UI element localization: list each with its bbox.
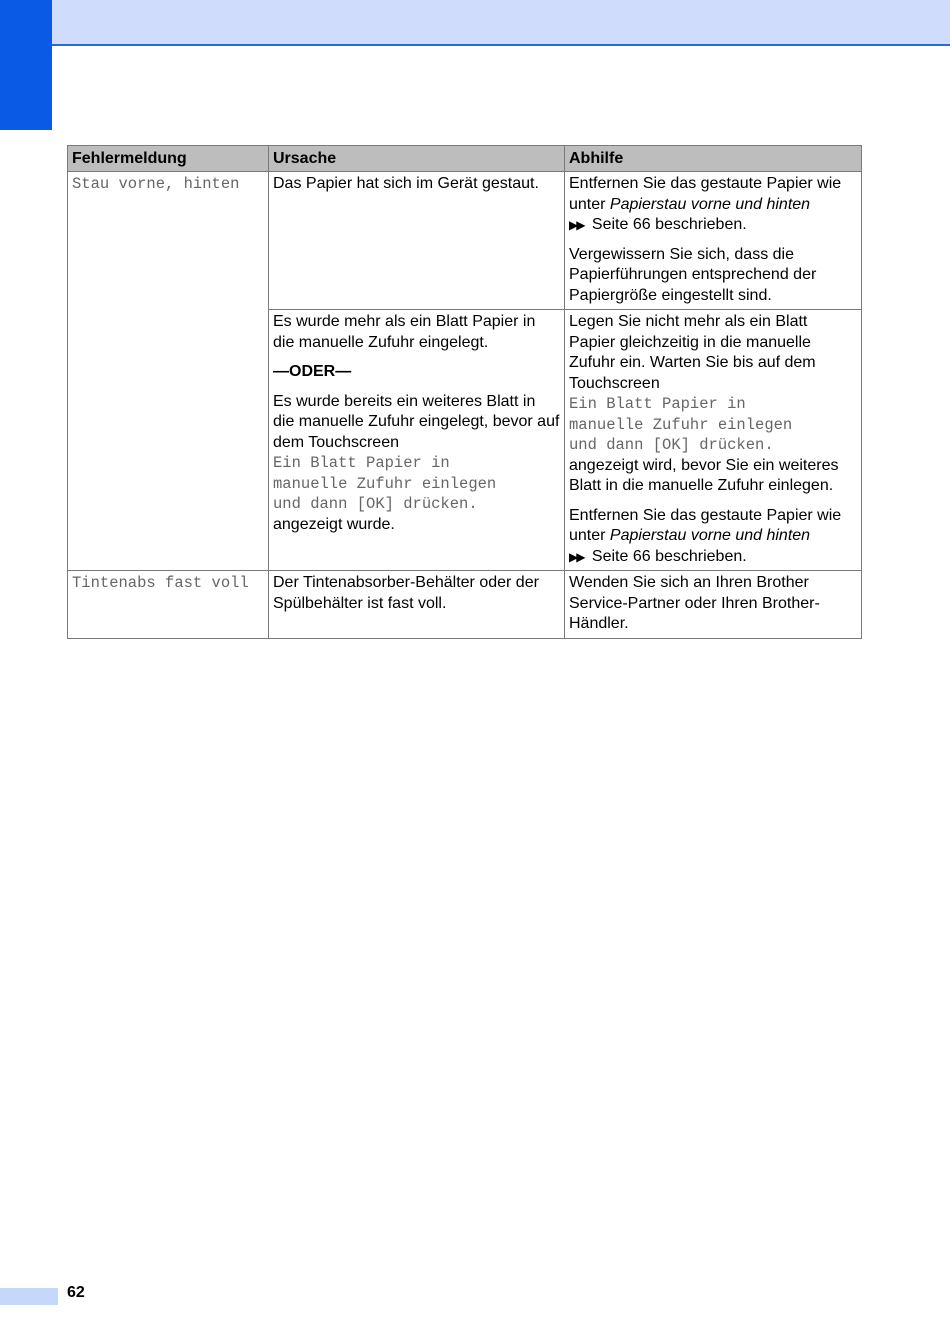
table-header-row bbox=[68, 146, 862, 172]
error-table bbox=[67, 145, 862, 639]
cause-cell bbox=[269, 571, 565, 639]
cause-cell bbox=[269, 172, 565, 310]
cause-cell bbox=[269, 310, 565, 571]
cause-text: Der Tintenabsorber-Behälter oder der Spülbehälter ist fast voll. bbox=[273, 574, 539, 612]
remedy-text: Entfernen Sie das gestaute Papier wie unter Papierstau vorne und hinten ▶▶ Seite 66 beschrieben. bbox=[569, 175, 842, 233]
cause-text: Das Papier hat sich im Gerät gestaut. bbox=[273, 175, 539, 192]
column-header-message: Fehlermeldung bbox=[68, 146, 269, 172]
oder-separator: —ODER— bbox=[273, 363, 352, 380]
remedy-text: Entfernen Sie das gestaute Papier wie unter Papierstau vorne und hinten ▶▶ Seite 66 beschrieben. bbox=[569, 506, 842, 565]
touchscreen-message: Ein Blatt Papier in manuelle Zufuhr einlegen und dann [OK] drücken. bbox=[569, 395, 793, 454]
reference-title: Papierstau vorne und hinten bbox=[609, 527, 811, 544]
error-message-cell bbox=[68, 571, 269, 639]
touchscreen-message: Ein Blatt Papier in manuelle Zufuhr einlegen und dann [OK] drücken. bbox=[273, 454, 497, 513]
column-header-cause: Ursache bbox=[269, 146, 565, 172]
chapter-tab bbox=[0, 0, 52, 130]
reference-title: Papierstau vorne und hinten bbox=[609, 195, 811, 213]
page-number: 62 bbox=[67, 1284, 85, 1301]
error-message-cell bbox=[68, 172, 269, 571]
remedy-cell bbox=[565, 310, 862, 571]
remedy-cell bbox=[565, 172, 862, 310]
page-reference-icon: ▶▶ bbox=[569, 218, 584, 232]
error-message: Stau vorne, hinten bbox=[72, 175, 240, 193]
table-row bbox=[68, 571, 862, 639]
cause-text: Es wurde bereits ein weiteres Blatt in die manuelle Zufuhr eingelegt, bevor auf dem Touchscreen Ein Blatt Papier in manuelle Zufuhr einlegen und dann [OK] drücken. angezeigt wurde. bbox=[273, 392, 560, 533]
remedy-text: Legen Sie nicht mehr als ein Blatt Papier gleichzeitig in die manuelle Zufuhr ein. Warten Sie bis auf dem Touchscreen Ein Blatt Papier in manuelle Zufuhr einlegen und dann [OK] drücken. angezeigt wird, bevor Sie ein weiteres Blatt in die manuelle Zufuhr einlegen. bbox=[569, 313, 839, 494]
page-reference-icon: ▶▶ bbox=[569, 549, 584, 564]
remedy-text: Wenden Sie sich an Ihren Brother Service-Partner oder Ihren Brother-Händler. bbox=[569, 574, 820, 632]
cause-text: Es wurde mehr als ein Blatt Papier in die manuelle Zufuhr eingelegt. bbox=[273, 313, 536, 351]
page-number-band bbox=[0, 1288, 58, 1305]
error-message: Tintenabs fast voll bbox=[72, 574, 249, 592]
column-header-remedy: Abhilfe bbox=[565, 146, 862, 172]
table-row bbox=[68, 172, 862, 310]
header-band bbox=[0, 0, 950, 46]
remedy-text: Vergewissern Sie sich, dass die Papierführungen entsprechend der Papiergröße eingestellt sind. bbox=[569, 245, 817, 304]
remedy-cell bbox=[565, 571, 862, 639]
